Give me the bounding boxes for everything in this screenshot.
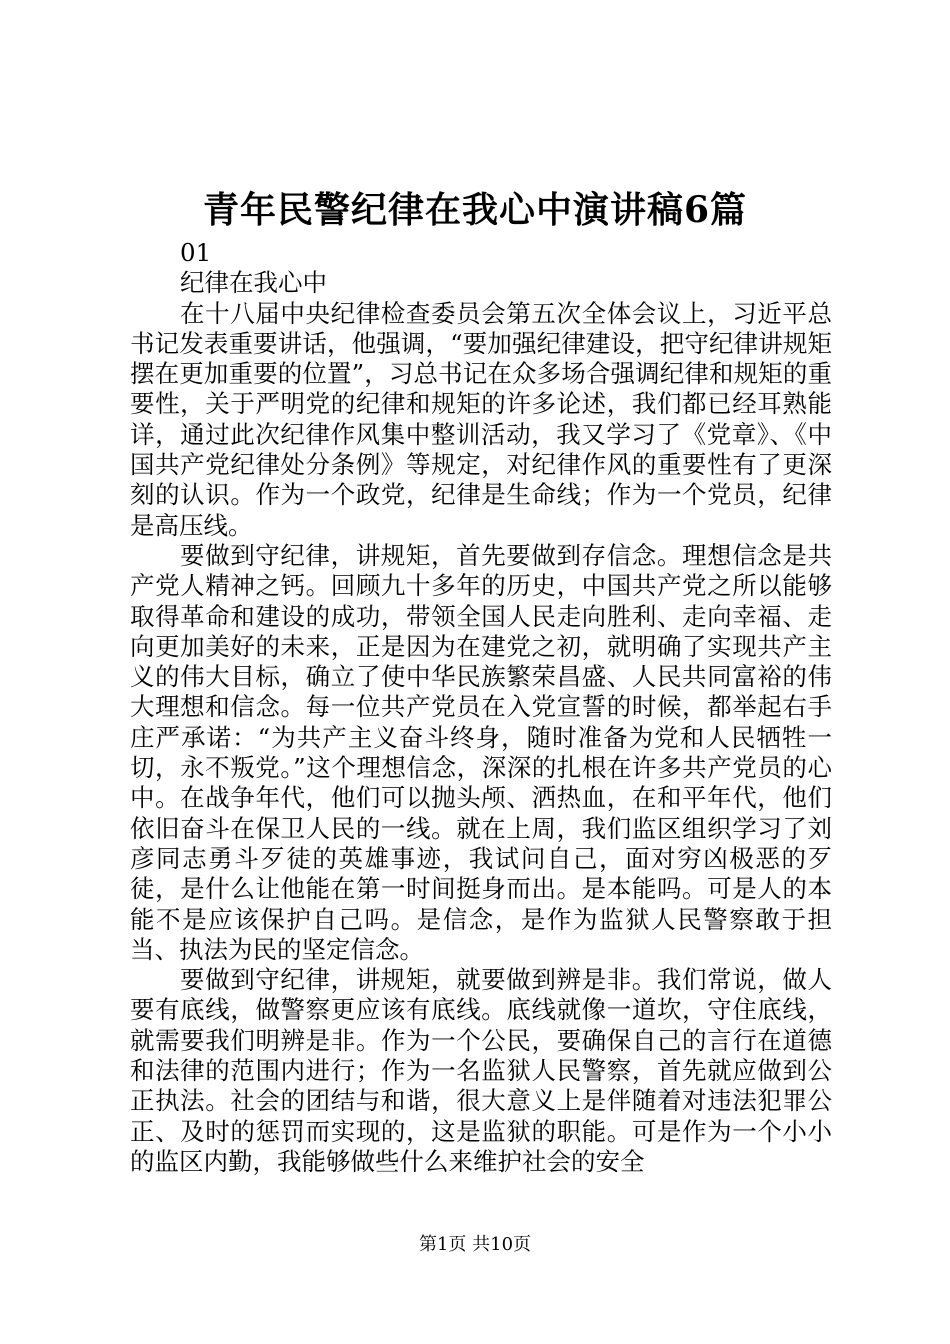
document-body	[130, 238, 832, 1177]
section-number: 01	[180, 238, 212, 267]
section-heading: 纪律在我心中	[180, 268, 327, 298]
page-title: 青年民警纪律在我心中演讲稿6篇	[202, 189, 748, 231]
paragraph-3: 要做到守纪律，讲规矩，就要做到辨是非。我们常说，做人要有底线，做警察更应该有底线。底线就像一道坎，守住底线，就需要我们明辨是非。作为一个公民，要确保自己的言行在道德和法律的范围内进行；作为一名监狱人民警察，首先就应做到公正执法。社会的团结与和谐，很大意义上是伴随着对违法犯罪公正、及时的惩罚而实现的，这是监狱的职能。可是作为一个小小的监区内勤，我能够做些什么来维护社会的安全	[130, 965, 832, 1176]
page-footer: 第1页 共10页	[418, 1234, 532, 1255]
paragraph-2: 要做到守纪律，讲规矩，首先要做到存信念。理想信念是共产党人精神之钙。回顾九十多年的历史，中国共产党之所以能够取得革命和建设的成功，带领全国人民走向胜利、走向幸福、走向更加美好的未来，正是因为在建党之初，就明确了实现共产主义的伟大目标，确立了使中华民族繁荣昌盛、人民共同富裕的伟大理想和信念。每一位共产党员在入党宣誓的时候，都举起右手庄严承诺：“为共产主义奋斗终身，随时准备为党和人民牺牲一切，永不叛党。”这个理想信念，深深的扎根在许多共产党员的心中。在战争年代，他们可以抛头颅、洒热血，在和平年代，他们依旧奋斗在保卫人民的一线。就在上周，我们监区组织学习了刘彦同志勇斗歹徒的英雄事迹，我试问自己，面对穷凶极恶的歹徒，是什么让他能在第一时间挺身而出。是本能吗。可是人的本能不是应该保护自己吗。是信念，是作为监狱人民警察敢于担当、执法为民的坚定信念。	[130, 540, 832, 964]
paragraph-1: 在十八届中央纪律检查委员会第五次全体会议上，习近平总书记发表重要讲话，他强调，“要加强纪律建设，把守纪律讲规矩摆在更加重要的位置”，习总书记在众多场合强调纪律和规矩的重要性，关于严明党的纪律和规矩的许多论述，我们都已经耳熟能详，通过此次纪律作风集中整训活动，我又学习了《党章》、《中国共产党纪律处分条例》等规定，对纪律作风的重要性有了更深刻的认识。作为一个政党，纪律是生命线；作为一个党员，纪律是高压线。	[130, 298, 832, 540]
